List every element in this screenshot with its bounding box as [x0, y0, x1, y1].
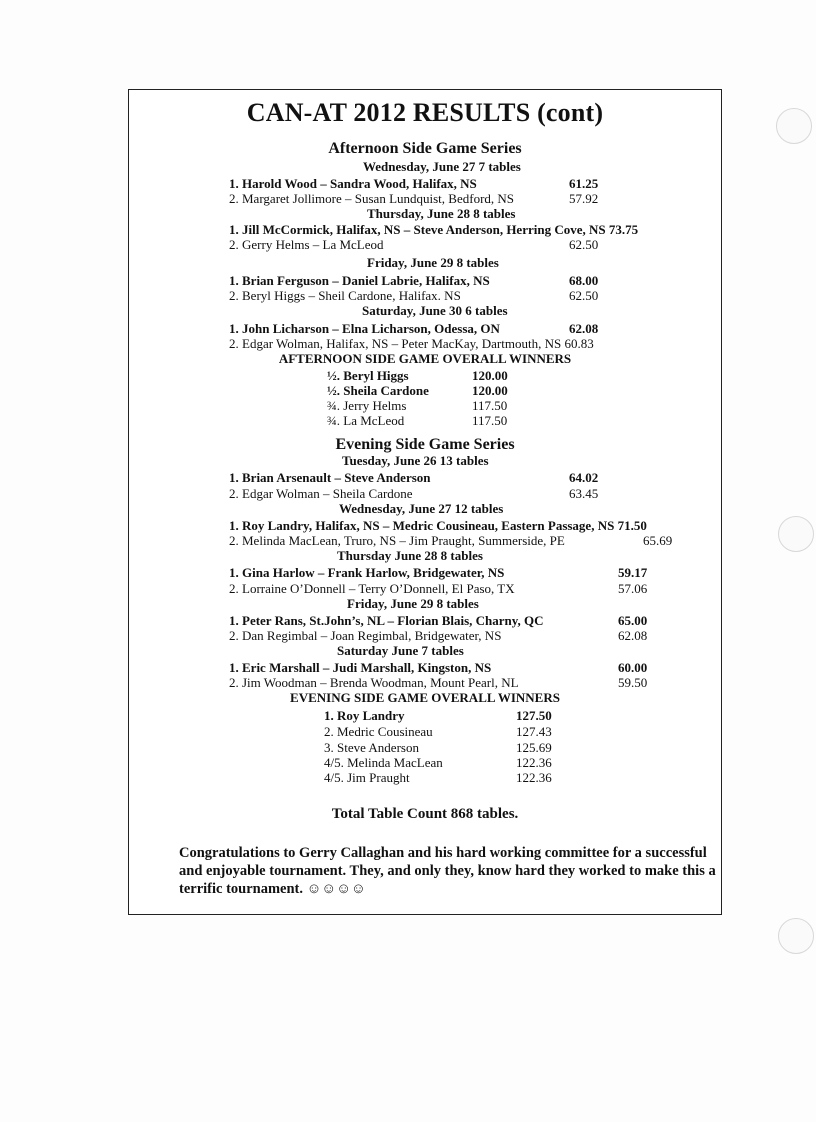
day-header: Tuesday, June 26 13 tables	[342, 453, 489, 468]
punch-hole	[778, 918, 814, 954]
evening-heading: Evening Side Game Series	[335, 436, 515, 453]
day-header: Saturday, June 30 6 tables	[362, 303, 508, 318]
day-header: Thursday, June 28 8 tables	[367, 206, 516, 221]
day-header: Thursday June 28 8 tables	[337, 548, 483, 563]
punch-hole	[776, 108, 812, 144]
evening-overall-heading: EVENING SIDE GAME OVERALL WINNERS	[290, 690, 560, 705]
afternoon-heading: Afternoon Side Game Series	[328, 140, 522, 157]
day-header: Saturday June 7 tables	[337, 643, 464, 658]
day-header: Wednesday, June 27 12 tables	[339, 501, 504, 516]
page-title: CAN-AT 2012 RESULTS (cont)	[246, 98, 604, 127]
day-header: Friday, June 29 8 tables	[367, 255, 499, 270]
total-table-count: Total Table Count 868 tables.	[331, 806, 519, 822]
afternoon-overall-heading: AFTERNOON SIDE GAME OVERALL WINNERS	[278, 351, 572, 366]
results-page: CAN-AT 2012 RESULTS (cont) Afternoon Side Game Series Wednesday, June 27 7 tables 1. Harold Wood – Sandra Wood, Halifax, NS 61.25 2. Margaret Jollimore – Susan Lundquist, Bedford, NS 57.92 Thursday, June 28 8 tables 1. Jill McCormick, Halifax, NS – Steve Anderson, Herring Cove, NS 73.75 2. Gerry Helms – La McLeod 62.50 Friday, June 29 8 tables 1. Brian Ferguson – Daniel Labrie, Halifax, NS 68.00 2. Beryl Higgs – Sheil Cardone, Halifax. NS 62.50 Saturday, June 30 6 tables 1. John Licharson – Elna Licharson, Odessa, ON 62.08 2. Edgar Wolman, Halifax, NS – Peter MacKay, Dartmouth, NS 60.83 AFTERNOON SIDE GAME OVERALL WINNERS ½. Beryl Higgs 120.00 ½. Sheila Cardone 120.00 ¾. Jerry Helms 117.50 ¾. La McLeod 117.50 Evening Side Game Series Tuesday, June 26 13 tables 1. Brian Arsenault – Steve Anderson 64.02 2. Edgar Wolman – Sheila Cardone 63.45 Wednesday, June 27 12 tables 1. Roy Landry, Halifax, NS – Medric Cousineau, Eastern Passage, NS 71.50 2. Melinda MacLean, Truro, NS – Jim Praught, Summerside, PE 65.69 Thursday June 28 8 tables 1. Gina Harlow – Frank Harlow, Bridgewater, NS 59.17 2. Lorraine O’Donnell – Terry O’Donnell, El Paso, TX 57.06 Friday, June 29 8 tables 1. Peter Rans, St.John’s, NL – Florian Blais, Charny, QC 65.00 2. Dan Regimbal – Joan Regimbal, Bridgewater, NS 62.08 Saturday June 7 tables 1. Eric Marshall – Judi Marshall, Kingston, NS 60.00 2. Jim Woodman – Brenda Woodman, Mount Pearl, NL 59.50 EVENING SIDE GAME OVERALL WINNERS 1. Roy Landry 127.50 2. Medric Cousineau 127.43 3. Steve Anderson 125.69 4/5. Melinda MacLean 122.36 4/5. Jim Praught 122.36 Total Table Count 868 tables. Congratulations to Gerry Callaghan and his hard working committee for a successful and enjoyable tournament. They, and only they, know hard they worked to make this a terrific tournament. ☺☺☺☺	[128, 89, 722, 915]
congratulations-note: Congratulations to Gerry Callaghan and his hard working committee for a successful and enjoyable tournament. They, and only they, know hard they worked to make this a terrific tournament. ☺☺☺☺	[179, 845, 716, 897]
day-header: Friday, June 29 8 tables	[347, 596, 479, 611]
punch-hole	[778, 516, 814, 552]
day-header: Wednesday, June 27 7 tables	[363, 159, 521, 174]
